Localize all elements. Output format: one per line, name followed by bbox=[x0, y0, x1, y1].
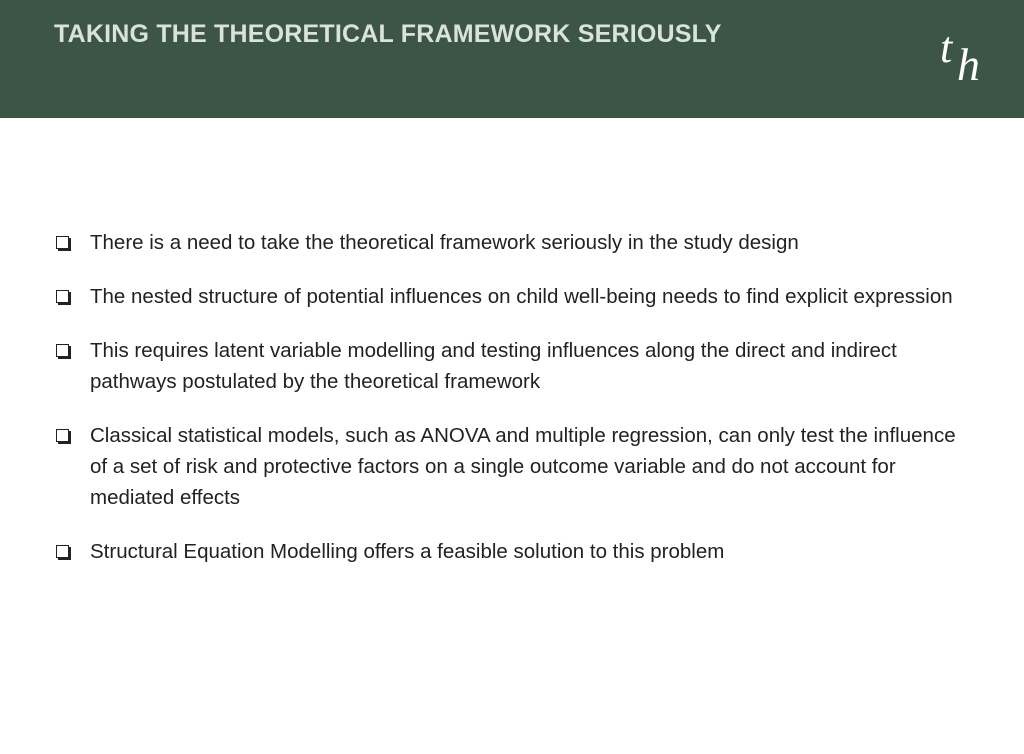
bullet-text: There is a need to take the theoretical framework seriously in the study design bbox=[90, 231, 799, 254]
checkbox-square-icon bbox=[56, 236, 69, 249]
slide-title: TAKING THE THEORETICAL FRAMEWORK SERIOUSLY bbox=[54, 20, 722, 48]
checkbox-square-icon bbox=[56, 290, 69, 303]
bullet-list bbox=[54, 227, 974, 590]
logo-letter-t: t bbox=[940, 23, 953, 72]
bullet-text: This requires latent variable modelling and testing influences along the direct and indirect pathways postulated by the theoretical framework bbox=[90, 339, 897, 393]
bullet-item bbox=[54, 281, 974, 312]
checkbox-square-icon bbox=[56, 545, 69, 558]
th-logo-icon bbox=[938, 23, 992, 90]
bullet-item bbox=[54, 420, 974, 513]
bullet-item bbox=[54, 335, 974, 397]
bullet-text: Structural Equation Modelling offers a feasible solution to this problem bbox=[90, 540, 725, 563]
header-bar bbox=[0, 0, 1024, 118]
checkbox-square-icon bbox=[56, 429, 69, 442]
logo-letter-h: h bbox=[957, 39, 980, 90]
bullet-text: The nested structure of potential influences on child well-being needs to find explicit expression bbox=[90, 285, 953, 308]
checkbox-square-icon bbox=[56, 344, 69, 357]
bullet-item bbox=[54, 227, 974, 258]
bullet-item bbox=[54, 536, 974, 567]
bullet-text: Classical statistical models, such as ANOVA and multiple regression, can only test the influence of a set of risk and protective factors on a single outcome variable and do not account for mediated effects bbox=[90, 424, 956, 509]
